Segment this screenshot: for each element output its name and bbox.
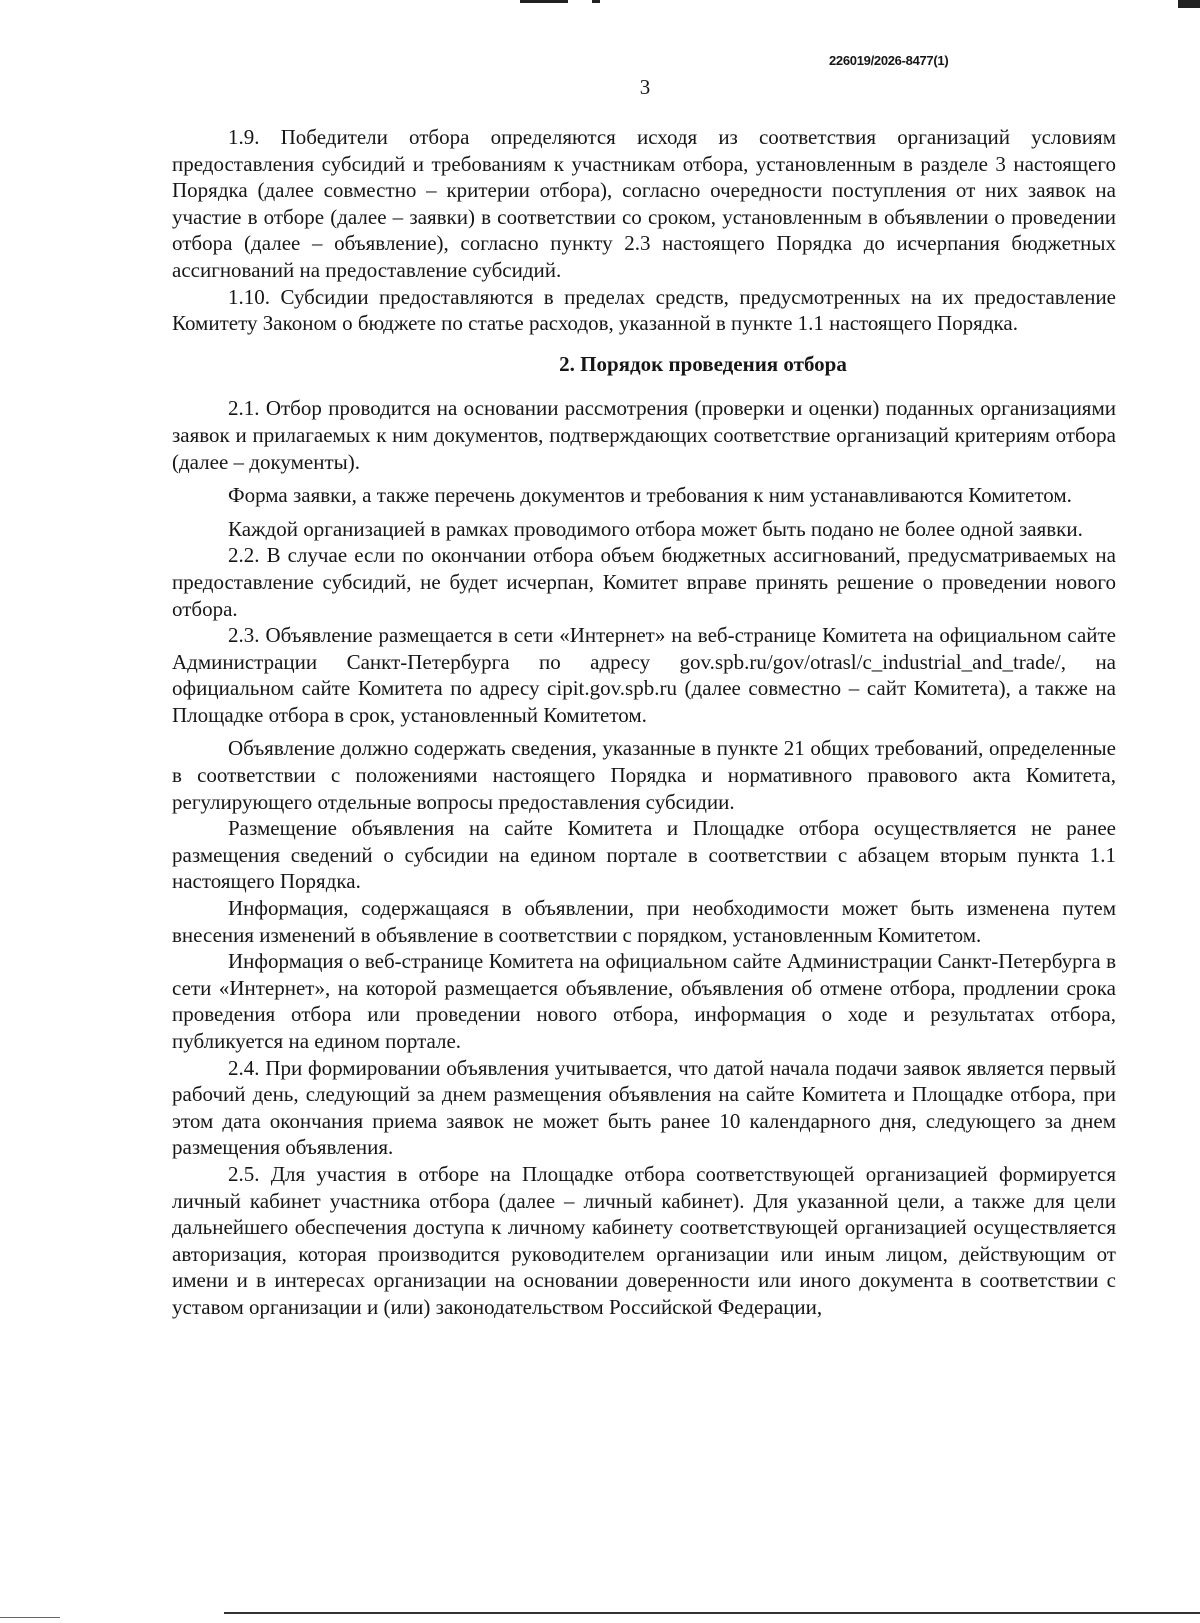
document-id: 226019/2026-8477(1) bbox=[829, 53, 949, 68]
paragraph-application-form: Форма заявки, а также перечень документов и требования к ним устанавливаются Комитетом. bbox=[228, 483, 1072, 508]
paragraph-2-2: 2.2. В случае если по окончании отбора объем бюджетных ассигнований, предусматриваемых на предоставление субсидий, не будет исчерпан, Комитет вправе принять решение о проведении нового отбора. bbox=[172, 543, 1116, 621]
scan-bottom-line bbox=[224, 1612, 1200, 1614]
scan-artifact bbox=[1178, 0, 1200, 8]
paragraph-1-9: 1.9. Победители отбора определяются исходя из соответствия организаций условиям предоставления субсидий и требованиям к участникам отбора, установленным в разделе 3 настоящего Порядка (далее совместно – критерии отбора), согласно очередности поступления от них заявок на участие в отборе (далее – заявки) в соответствии со сроком, установленным в объявлении о проведении отбора (далее – объявление), согласно пункту 2.3 настоящего Порядка до исчерпания бюджетных ассигнований на предоставление субсидий. bbox=[172, 125, 1116, 282]
scan-artifact bbox=[592, 0, 600, 3]
paragraph-announcement-changes: Информация, содержащаяся в объявлении, при необходимости может быть изменена путем внесения изменений в объявление в соответствии с порядком, установленным Комитетом. bbox=[172, 896, 1116, 947]
scan-artifact bbox=[520, 0, 568, 3]
paragraph-2-4: 2.4. При формировании объявления учитывается, что датой начала подачи заявок является первый рабочий день, следующий за днем размещения объявления на сайте Комитета и Площадке отбора, при этом дата окончания приема заявок не может быть ранее 10 календарного дня, следующего за днем размещения объявления. bbox=[172, 1055, 1116, 1160]
section-heading: 2. Порядок проведения отбора bbox=[559, 351, 847, 376]
paragraph-announcement-placement: Размещение объявления на сайте Комитета и Площадке отбора осуществляется не ранее размещения сведений о субсидии на едином портале в соответствии с абзацем вторым пункта 1.1 настоящего Порядка. bbox=[172, 816, 1116, 894]
paragraph-1-10: 1.10. Субсидии предоставляются в пределах средств, предусмотренных на их предоставление Комитету Законом о бюджете по статье расходов, указанной в пункте 1.1 настоящего Порядка. bbox=[172, 284, 1116, 336]
paragraph-2-5: 2.5. Для участия в отборе на Площадке отбора соответствующей организацией формируется личный кабинет участника отбора (далее – личный кабинет). Для указанной цели, а также для цели дальнейшего обеспечения доступа к личному кабинету соответствующей организацией осуществляется авторизация, которая производится руководителем организации или иным лицом, действующим от имени и в интересах организации на основании доверенности или иного документа в соответствии с уставом организации и (или) законодательством Российской Федерации, bbox=[172, 1161, 1116, 1319]
paragraph-2-1: 2.1. Отбор проводится на основании рассмотрения (проверки и оценки) поданных организациями заявок и прилагаемых к ним документов, подтверждающих соответствие организаций критериям отбора (далее – документы). bbox=[172, 396, 1116, 474]
scan-bottom-line bbox=[0, 1617, 60, 1618]
paragraph-webpage-info: Информация о веб-странице Комитета на официальном сайте Администрации Санкт-Петербурга в сети «Интернет», на которой размещается объявление, объявления об отмене отбора, продлении срока проведения отбора или проведении нового отбора, информация о ходе и результатах отбора, публикуется на едином портале. bbox=[172, 949, 1116, 1053]
document-body bbox=[172, 124, 1116, 1321]
paragraph-announcement-content: Объявление должно содержать сведения, указанные в пункте 21 общих требований, определенные в соответствии с положениями настоящего Порядка и нормативного правового акта Комитета, регулирующего отдельные вопросы предоставления субсидии. bbox=[172, 736, 1116, 814]
paragraph-2-3: 2.3. Объявление размещается в сети «Интернет» на веб-странице Комитета на официальном сайте Администрации Санкт-Петербурга по адресу gov.spb.ru/gov/otrasl/c_industrial_and_trade/, на официальном сайте Комитета по адресу cipit.gov.spb.ru (далее совместно – сайт Комитета), а также на Площадке отбора в срок, установленный Комитетом. bbox=[172, 623, 1116, 727]
page-number: 3 bbox=[639, 75, 651, 99]
paragraph-one-application: Каждой организацией в рамках проводимого отбора может быть подано не более одной заявки. bbox=[228, 516, 1083, 541]
